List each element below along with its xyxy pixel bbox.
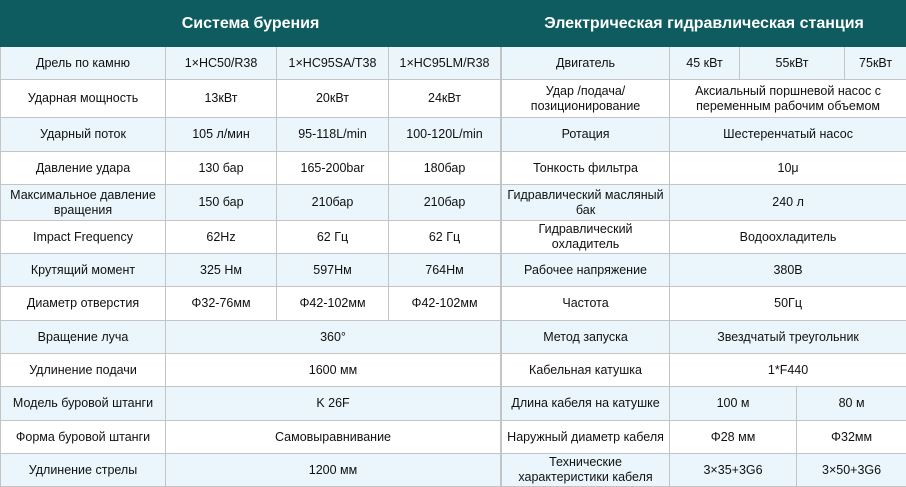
cell: 165-200bar [277, 152, 389, 185]
row-label: Удлинение подачи [1, 354, 166, 387]
table-row [1, 321, 501, 354]
cell: 210бар [277, 185, 389, 221]
cell: 10μ [670, 152, 906, 185]
cell: 3×35+3G6 [670, 454, 797, 487]
row-label: Диаметр отверстия [1, 287, 166, 321]
table-row [1, 387, 501, 421]
row-label: Крутящий момент [1, 254, 166, 287]
table-row [502, 47, 906, 80]
table-row [502, 152, 906, 185]
row-label: Impact Frequency [1, 221, 166, 254]
row-label: Модель буровой штанги [1, 387, 166, 421]
cell: Аксиальный поршневой насос с переменным рабочим объемом [670, 80, 906, 118]
cell: Φ42-102мм [277, 287, 389, 321]
cell: 1×HC50/R38 [166, 47, 277, 80]
row-label: Двигатель [502, 47, 670, 80]
cell: 1200 мм [166, 454, 501, 487]
table-row [502, 118, 906, 152]
row-label: Тонкость фильтра [502, 152, 670, 185]
hydraulic-station-title: Электрическая гидравлическая станция [502, 1, 906, 47]
cell: 75кВт [845, 47, 906, 80]
table-row [502, 221, 906, 254]
table-row [502, 454, 906, 487]
table-row [1, 47, 501, 80]
cell: 764Нм [389, 254, 501, 287]
table-row [502, 80, 906, 118]
table-row [1, 80, 501, 118]
cell: 1×HC95SA/T38 [277, 47, 389, 80]
row-label: Технические характеристики кабеля [502, 454, 670, 487]
row-label: Частота [502, 287, 670, 321]
table-row [1, 454, 501, 487]
table-row [502, 387, 906, 421]
cell: 62Hz [166, 221, 277, 254]
cell: Водоохладитель [670, 221, 906, 254]
cell: 380В [670, 254, 906, 287]
row-label: Удар /подача/ позиционирование [502, 80, 670, 118]
row-label: Длина кабеля на катушке [502, 387, 670, 421]
table-row [502, 354, 906, 387]
cell: Φ42-102мм [389, 287, 501, 321]
table-row [1, 221, 501, 254]
row-label: Рабочее напряжение [502, 254, 670, 287]
cell: 50Гц [670, 287, 906, 321]
table-row [502, 185, 906, 221]
row-label: Ударный поток [1, 118, 166, 152]
row-label: Удлинение стрелы [1, 454, 166, 487]
cell: 100-120L/min [389, 118, 501, 152]
cell: 1*F440 [670, 354, 906, 387]
cell: 1600 мм [166, 354, 501, 387]
cell: 130 бар [166, 152, 277, 185]
cell: 62 Гц [389, 221, 501, 254]
row-label: Форма буровой штанги [1, 421, 166, 454]
row-label: Дрель по камню [1, 47, 166, 80]
cell: 95-118L/min [277, 118, 389, 152]
drilling-system-title: Система бурения [1, 1, 501, 47]
row-label: Ротация [502, 118, 670, 152]
cell: 62 Гц [277, 221, 389, 254]
cell: 3×50+3G6 [797, 454, 906, 487]
table-row [1, 152, 501, 185]
table-row [1, 254, 501, 287]
cell: Φ32мм [797, 421, 906, 454]
cell: Φ32-76мм [166, 287, 277, 321]
cell: 13кВт [166, 80, 277, 118]
row-label: Гидравлический охладитель [502, 221, 670, 254]
table-row [1, 421, 501, 454]
table-row [502, 321, 906, 354]
table-row [1, 185, 501, 221]
cell: 360° [166, 321, 501, 354]
cell: 1×HC95LM/R38 [389, 47, 501, 80]
cell: 210бар [389, 185, 501, 221]
cell: 100 м [670, 387, 797, 421]
cell: 45 кВт [670, 47, 740, 80]
row-label: Кабельная катушка [502, 354, 670, 387]
cell: Самовыравнивание [166, 421, 501, 454]
row-label: Давление удара [1, 152, 166, 185]
row-label: Вращение луча [1, 321, 166, 354]
row-label: Максимальное давление вращения [1, 185, 166, 221]
cell: 105 л/мин [166, 118, 277, 152]
row-label: Гидравлический масляный бак [502, 185, 670, 221]
cell: K 26F [166, 387, 501, 421]
cell: Шестеренчатый насос [670, 118, 906, 152]
table-row [1, 287, 501, 321]
cell: 240 л [670, 185, 906, 221]
cell: 55кВт [740, 47, 845, 80]
cell: Φ28 мм [670, 421, 797, 454]
table-row [502, 254, 906, 287]
row-label: Метод запуска [502, 321, 670, 354]
cell: 597Нм [277, 254, 389, 287]
table-row [502, 287, 906, 321]
table-row [1, 118, 501, 152]
cell: 80 м [797, 387, 906, 421]
cell: Звездчатый треугольник [670, 321, 906, 354]
hydraulic-station-table [501, 0, 906, 487]
cell: 325 Нм [166, 254, 277, 287]
table-row [502, 421, 906, 454]
cell: 180бар [389, 152, 501, 185]
row-label: Ударная мощность [1, 80, 166, 118]
cell: 150 бар [166, 185, 277, 221]
cell: 20кВт [277, 80, 389, 118]
row-label: Наружный диаметр кабеля [502, 421, 670, 454]
cell: 24кВт [389, 80, 501, 118]
table-row [1, 354, 501, 387]
